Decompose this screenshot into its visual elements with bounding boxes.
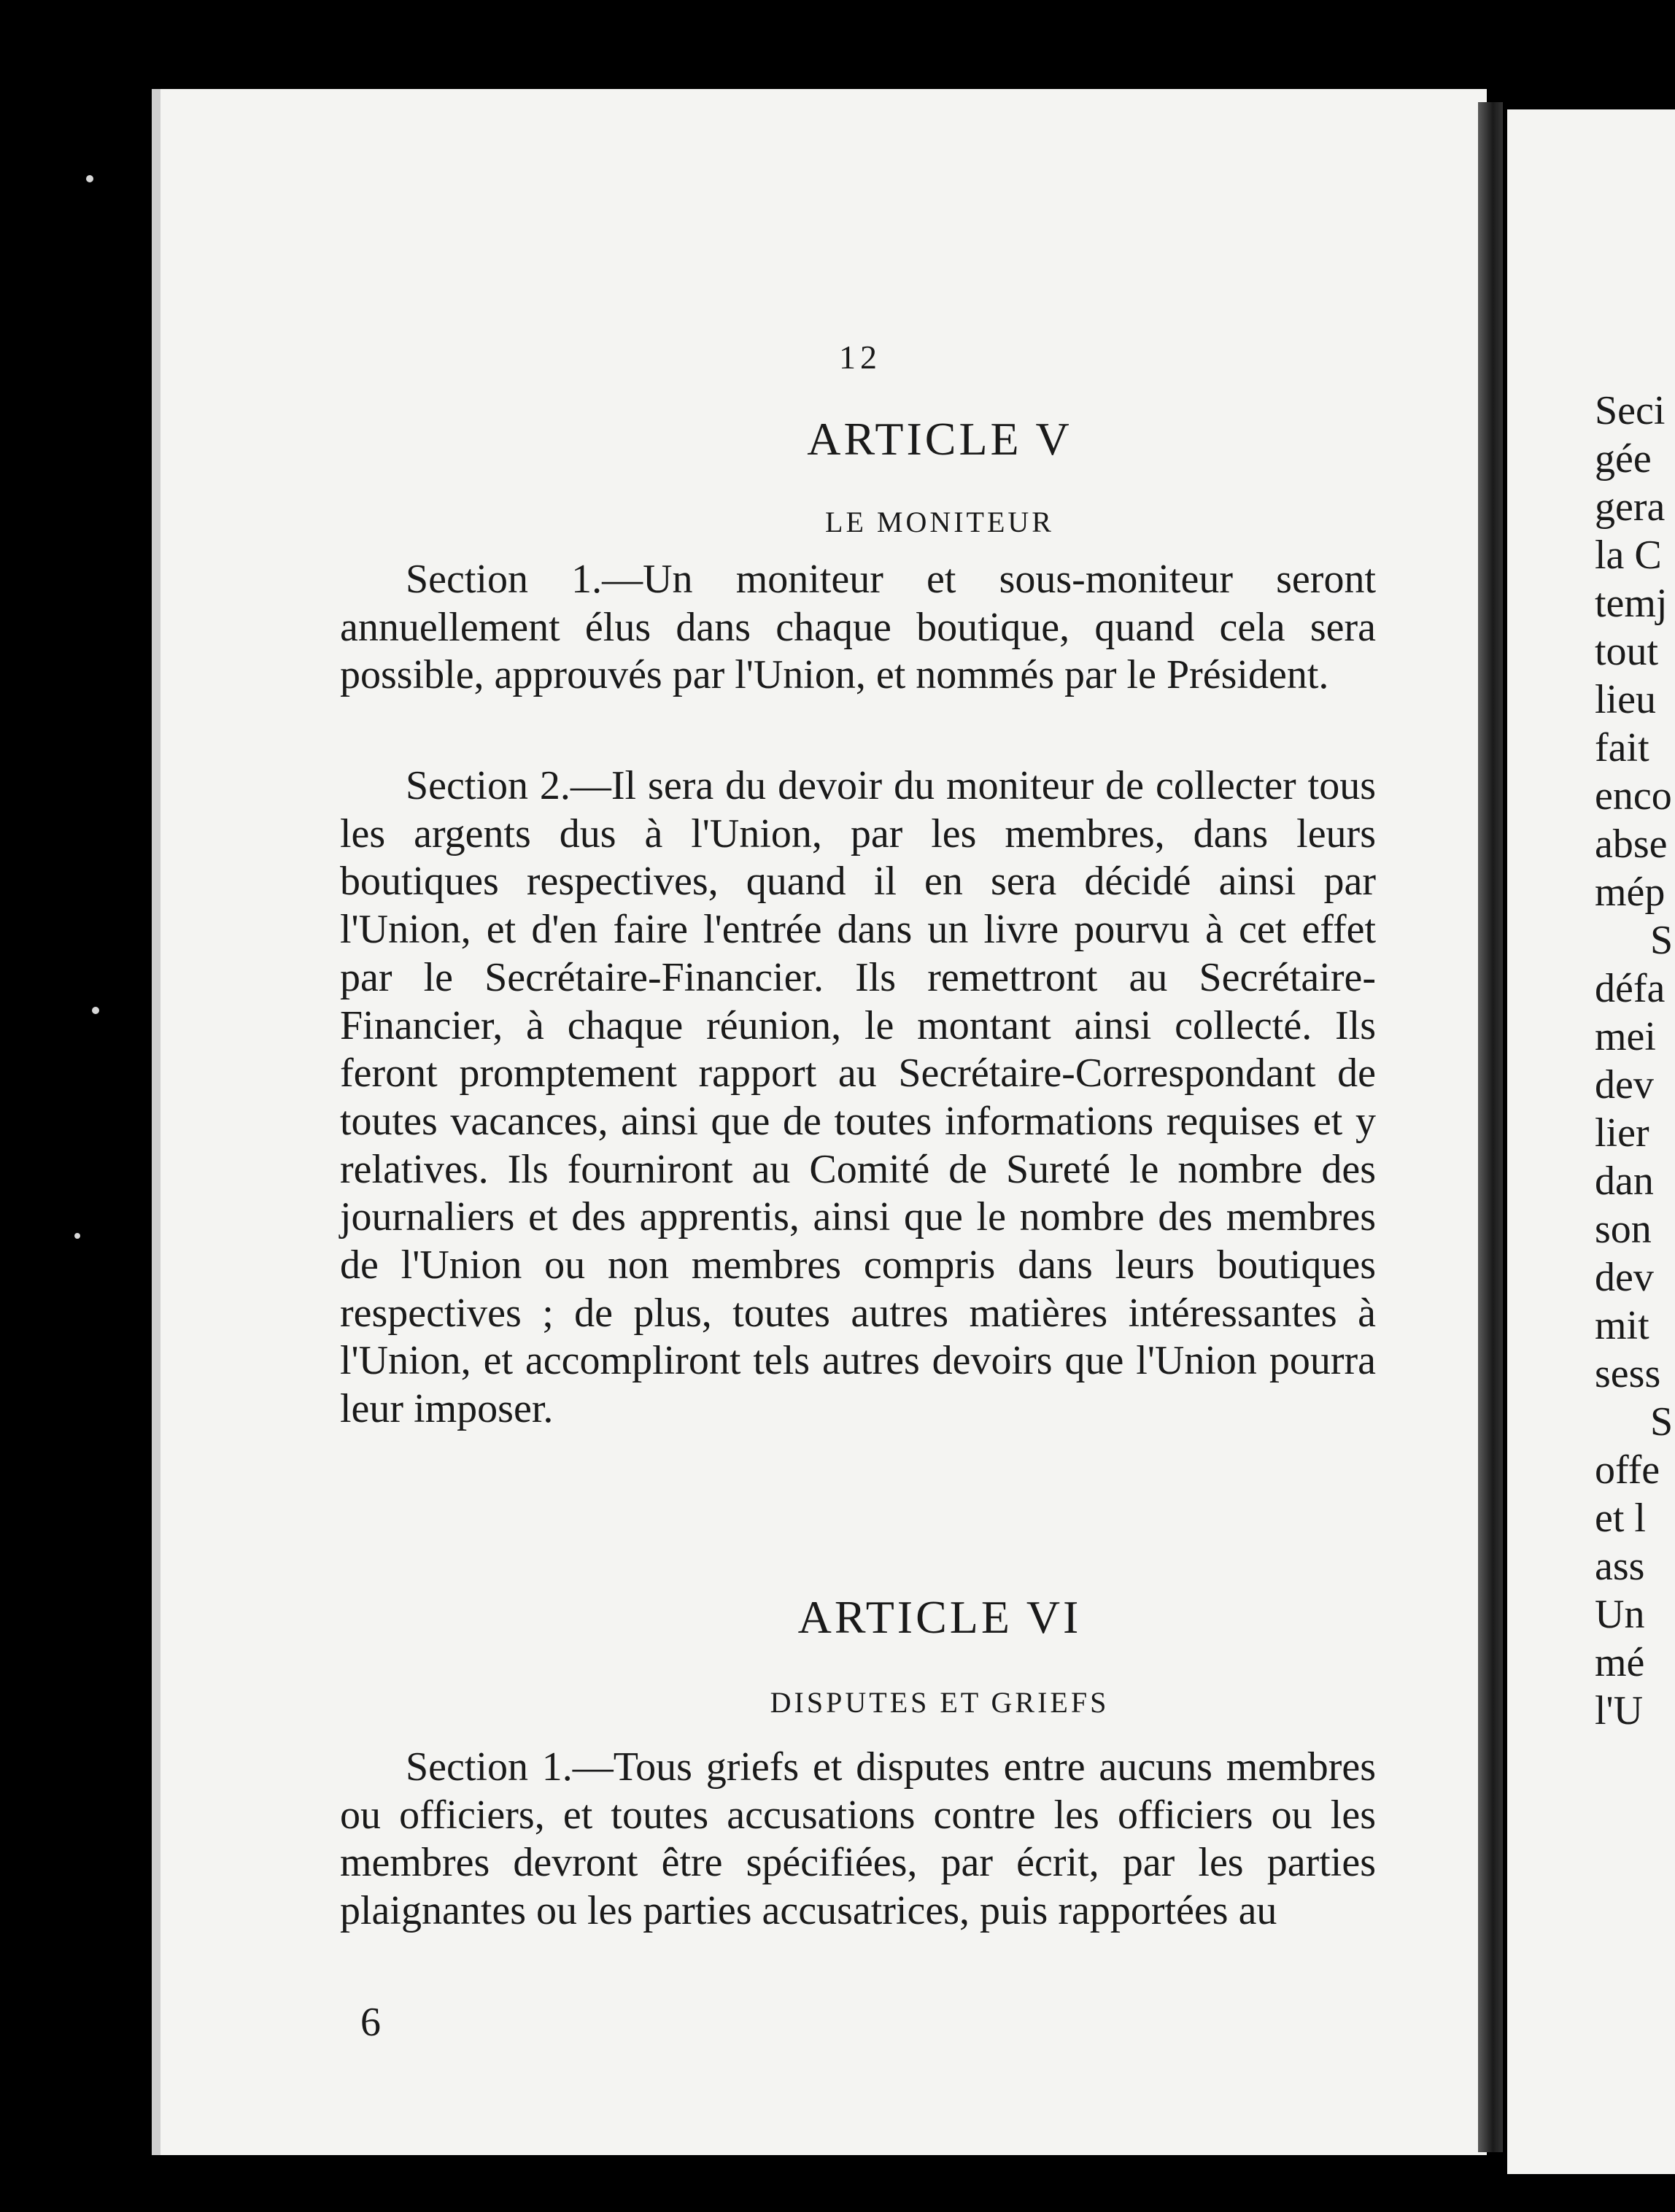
right-fragment-line: abse <box>1595 821 1668 867</box>
right-fragment-line: tout <box>1595 629 1659 674</box>
right-fragment-line: mép <box>1595 870 1666 915</box>
right-fragment-line: offe <box>1595 1447 1660 1493</box>
right-fragment-line: ass <box>1595 1544 1645 1589</box>
right-fragment-line: mit <box>1595 1303 1649 1348</box>
paragraph: Section 1.—Un moniteur et sous-moniteur seront annuellement élus dans chaque boutique, quand cela sera possible, approuvés par l'Union, et nommés par le Président. <box>340 557 1376 698</box>
right-fragment-line: la C <box>1595 533 1662 578</box>
right-fragment-line: mei <box>1595 1014 1656 1059</box>
right-fragment-line: fait <box>1595 725 1649 770</box>
right-fragment-line: défa <box>1595 966 1666 1011</box>
right-fragment-line: son <box>1595 1207 1652 1252</box>
article-v-section-1 <box>340 556 1376 700</box>
right-fragment-line: S <box>1650 918 1674 963</box>
right-fragment-line: S <box>1650 1399 1674 1445</box>
article-vi-section-1 <box>340 1744 1376 1936</box>
paragraph: Section 1.—Tous griefs et disputes entre aucuns membres ou officiers, et toutes accusations contre les officiers ou les membres devront être spécifiées, par écrit, par les parties plaignantes ou les parties accusatrices, puis rapportées au <box>340 1744 1376 1934</box>
paragraph: Section 2.—Il sera du devoir du moniteur de collecter tous les argents dus à l'Union, par les membres, dans leurs boutiques respectives, quand il en sera décidé ainsi par l'Union, et d'en faire l'entrée dans un livre pourvu à cet effet par le Secrétaire-Financier. Ils remettront au Secrétaire-Financier, à chaque réunion, le montant ainsi collecté. Ils feront promptement rapport au Secrétaire-Correspondant de toutes vacances, ainsi que de toutes informations requises et y relatives. Ils fourniront au Comité de Sureté le nombre des journaliers et des apprentis, ainsi que le nombre des membres de l'Union ou non membres compris dans leurs boutiques respectives ; de plus, toutes autres matières intéressantes à l'Union, et accompliront tels autres devoirs que l'Union pourra leur imposer. <box>340 763 1376 1432</box>
article-v-section-2 <box>340 762 1376 1434</box>
right-fragment-line: mé <box>1595 1640 1645 1685</box>
right-fragment-line: dev <box>1595 1255 1654 1300</box>
right-fragment-line: lier <box>1595 1110 1649 1156</box>
article-v-title: ARTICLE V <box>807 413 1072 465</box>
page-number: 12 <box>839 339 881 376</box>
right-fragment-line: gée <box>1595 436 1652 482</box>
article-vi-title: ARTICLE VI <box>797 1591 1082 1643</box>
right-fragment-line: et l <box>1595 1496 1646 1541</box>
right-fragment-line: Seci <box>1595 388 1666 433</box>
right-fragment-line: l'U <box>1595 1688 1644 1733</box>
right-fragment-line: gera <box>1595 484 1666 530</box>
article-v-subtitle: LE MONITEUR <box>825 506 1054 538</box>
right-fragment-line: lieu <box>1595 677 1656 722</box>
right-fragment-line: dan <box>1595 1159 1654 1204</box>
signature-mark: 6 <box>360 2000 381 2045</box>
right-fragment-line: Un <box>1595 1592 1645 1637</box>
right-fragment-line: temj <box>1595 581 1668 626</box>
article-vi-subtitle: DISPUTES ET GRIEFS <box>770 1686 1110 1719</box>
right-fragment-line: enco <box>1595 773 1672 819</box>
right-fragment-line: dev <box>1595 1062 1654 1107</box>
right-fragment-line: sess <box>1595 1351 1661 1396</box>
book-gutter <box>1478 102 1503 2152</box>
